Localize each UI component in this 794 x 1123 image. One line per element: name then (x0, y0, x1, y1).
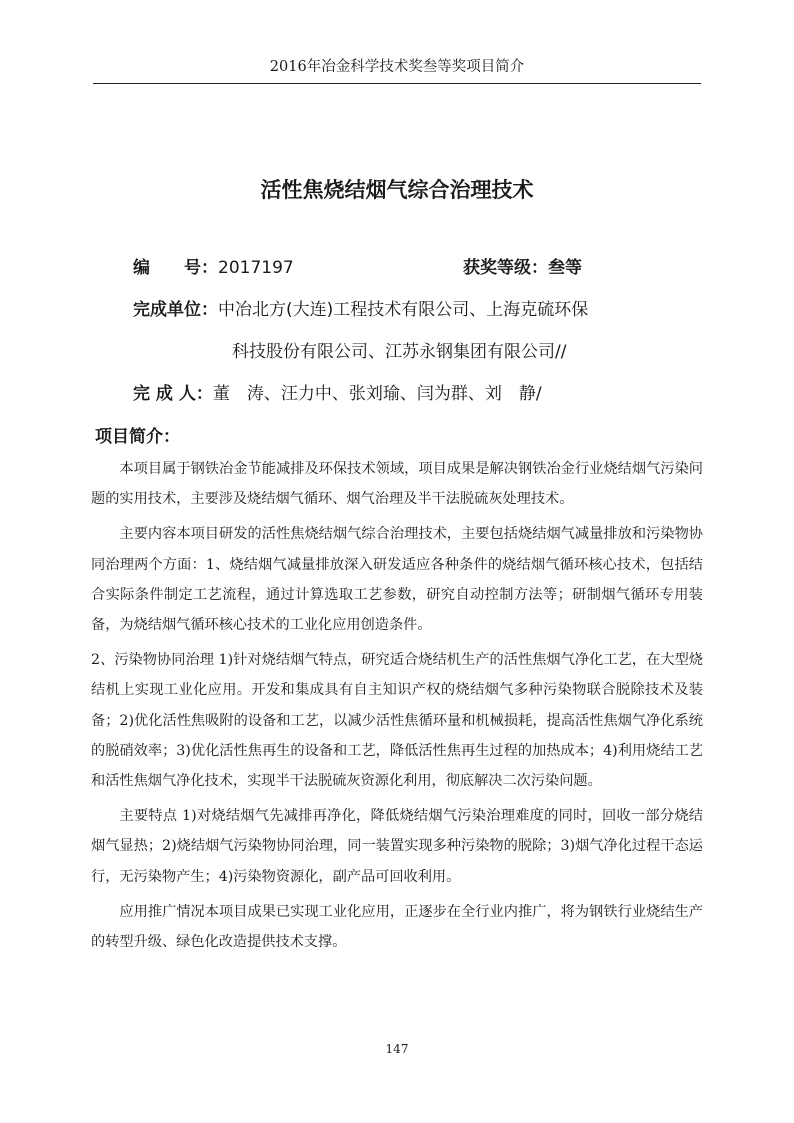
summary-paragraph: 主要特点 1)对烧结烟气先减排再净化，降低烧结烟气污染治理难度的同时，回收一部分烧结烟气显热；2)烧结烟气污染物协同治理，同一装置实现多种污染物的脱除；3)烟气净化过程干态运行，无污染物产生；4)污染物资源化，副产品可回收利用。 (91, 808, 703, 885)
award-level-row (463, 254, 582, 282)
section-title: 项目简介： (95, 427, 180, 447)
award-level-value: 叁等 (548, 258, 582, 278)
project-code-value: 2017197 (218, 258, 294, 278)
summary-paragraph: 应用推广情况本项目成果已实现工业化应用，正逐步在全行业内推广，将为钢铁行业烧结生产的转型升级、绿色化改造提供技术支撑。 (91, 903, 703, 951)
document-title: 活性焦烧结烟气综合治理技术 (260, 178, 534, 202)
completing-unit-label: 完成单位： (133, 300, 218, 320)
completing-unit-line1: 中冶北方(大连)工程技术有限公司、上海克硫环保 (218, 300, 589, 320)
summary-paragraph: 本项目属于钢铁冶金节能减排及环保技术领域，项目成果是解决钢铁冶金行业烧结烟气污染问题的实用技术，主要涉及烧结烟气循环、烟气治理及半干法脱硫灰处理技术。 (91, 461, 703, 508)
completing-people-value: 董 涛、汪力中、张刘瑜、闫为群、刘 静/ (212, 384, 542, 404)
page-header: 2016年冶金科学技术奖叁等奖项目简介 (269, 59, 525, 75)
project-code-label: 编 号： (133, 258, 218, 278)
completing-people-label: 完 成 人： (133, 384, 213, 404)
project-summary-body (91, 454, 703, 962)
project-code-row (133, 254, 294, 282)
summary-paragraph: 2、污染物协同治理 1)针对烧结烟气特点，研究适合烧结机生产的活性焦烟气净化工艺，在大型烧结机上实现工业化应用。开发和集成具有自主知识产权的烧结烟气多种污染物联合脱除技术及装备；2)优化活性焦吸附的设备和工艺，以减少活性焦循环量和机械损耗，提高活性焦烟气净化系统的脱硝效率；3)优化活性焦再生的设备和工艺，降低活性焦再生过程的加热成本；4)利用烧结工艺和活性焦烟气净化技术，实现半干法脱硫灰资源化利用，彻底解决二次污染问题。 (91, 652, 703, 790)
award-level-label: 获奖等级： (463, 258, 548, 278)
completing-unit-row (133, 296, 588, 324)
summary-paragraph: 主要内容本项目研发的活性焦烧结烟气综合治理技术，主要包括烧结烟气减量排放和污染物协同治理两个方面：1、烧结烟气减量排放深入研发适应各种条件的烧结烟气循环核心技术，包括结合实际条件制定工艺流程，通过计算选取工艺参数，研究自动控制方法等；研制烟气循环专用装备，为烧结烟气循环核心技术的工业化应用创造条件。 (91, 526, 703, 634)
completing-people-row (133, 380, 542, 408)
completing-unit-line2: 科技股份有限公司、江苏永钢集团有限公司// (232, 342, 567, 362)
header-divider (93, 83, 701, 84)
page-number: 147 (385, 1042, 409, 1056)
